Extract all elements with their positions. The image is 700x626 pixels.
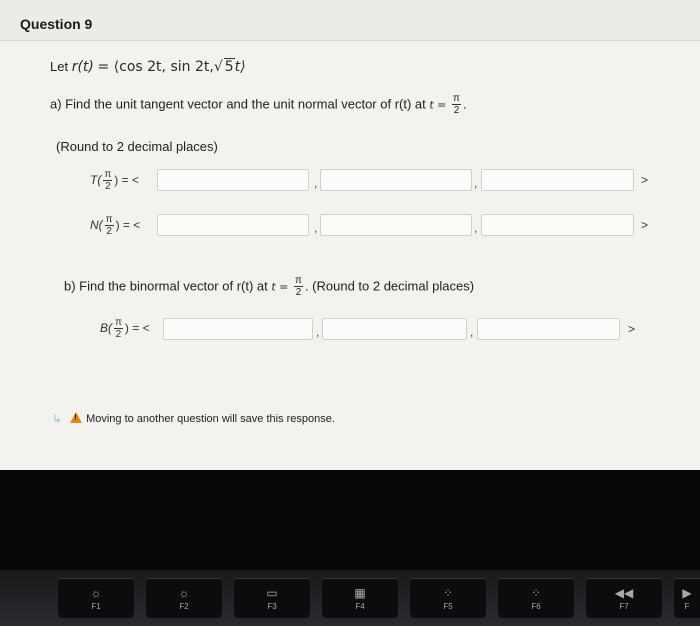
vector-t: t⟩	[234, 59, 246, 75]
comma: ,	[316, 325, 320, 339]
normal-y-input[interactable]	[320, 214, 472, 236]
key-f6[interactable]: ⁘ F6	[498, 578, 574, 618]
tangent-z-input[interactable]	[481, 169, 634, 191]
question-header	[0, 0, 700, 41]
save-warning	[52, 412, 335, 426]
binormal-z-input[interactable]	[477, 318, 620, 340]
let-word: Let	[50, 59, 69, 74]
warning-icon	[70, 412, 82, 423]
mission-control-icon: ▭	[266, 586, 278, 600]
return-arrow-icon: ↳	[52, 412, 63, 427]
vector-close-bracket: >	[628, 322, 636, 336]
brightness-up-icon: ☼	[178, 586, 190, 600]
binormal-y-input[interactable]	[322, 318, 467, 340]
pi-over-2: $\frac{\pi}{2}$	[453, 93, 460, 116]
key-f4[interactable]: ▦ F4	[322, 578, 398, 618]
part-b-prompt: b) Find the binormal vector of r(t) at	[64, 278, 268, 294]
key-f7[interactable]: ◀◀ F7	[586, 578, 662, 618]
tangent-label: T( $\frac{\pi}{2}$ ) = <	[90, 169, 139, 192]
tangent-y-input[interactable]	[320, 169, 472, 191]
keyboard-function-row	[0, 570, 700, 626]
sqrt-argument: 5	[224, 59, 234, 75]
binormal-x-input[interactable]	[163, 318, 313, 340]
normal-label: N( $\frac{\pi}{2}$ ) = <	[90, 214, 141, 237]
play-pause-icon: ▶	[682, 586, 692, 600]
t-equals: t =	[429, 98, 447, 112]
keyboard-light-up-icon: ⁘	[530, 586, 542, 600]
vector-close-bracket: >	[641, 218, 649, 232]
rewind-icon: ◀◀	[614, 586, 634, 600]
comma: ,	[314, 176, 318, 190]
vector-function-name: r(t)	[71, 59, 94, 75]
key-f8[interactable]: ▶ F	[674, 578, 700, 618]
normal-x-input[interactable]	[157, 214, 309, 236]
pi-over-2: $\frac{\pi}{2}$	[295, 275, 302, 298]
laptop-bezel	[0, 470, 700, 570]
vector-close-bracket: >	[641, 173, 649, 187]
part-b-text: b) Find the binormal vector of r(t) at t = $\frac{\pi}{2}$ . (Round to 2 decimal places)	[64, 275, 475, 298]
launchpad-icon: ▦	[354, 586, 366, 600]
brightness-down-icon: ☼	[90, 586, 102, 600]
binormal-label: B( $\frac{\pi}{2}$ ) = <	[100, 317, 150, 340]
comma: ,	[474, 221, 478, 235]
part-a-text: a) Find the unit tangent vector and the unit normal vector of r(t) at t = $\frac{\pi}{2}$ .	[50, 93, 467, 116]
vector-components: = ⟨cos 2t, sin 2t,	[97, 59, 214, 75]
key-f2[interactable]: ☼ F2	[146, 578, 222, 618]
part-a-prompt: a) Find the unit tangent vector and the unit normal vector of r(t) at	[50, 96, 426, 112]
key-f1[interactable]: ☼ F1	[58, 578, 134, 618]
normal-z-input[interactable]	[481, 214, 634, 236]
round-note-a: (Round to 2 decimal places)	[56, 139, 218, 154]
question-title: Question 9	[20, 16, 93, 32]
keyboard-light-down-icon: ⁘	[442, 586, 454, 600]
key-f5[interactable]: ⁘ F5	[410, 578, 486, 618]
comma: ,	[314, 221, 318, 235]
warning-text: Moving to another question will save this response.	[86, 413, 335, 425]
tangent-x-input[interactable]	[157, 169, 309, 191]
round-note-b: . (Round to 2 decimal places)	[304, 278, 475, 294]
key-f3[interactable]: ▭ F3	[234, 578, 310, 618]
vector-definition: Let r(t) = ⟨cos 2t, sin 2t,√ 5t⟩	[50, 59, 246, 75]
comma: ,	[474, 176, 478, 190]
comma: ,	[470, 325, 474, 339]
